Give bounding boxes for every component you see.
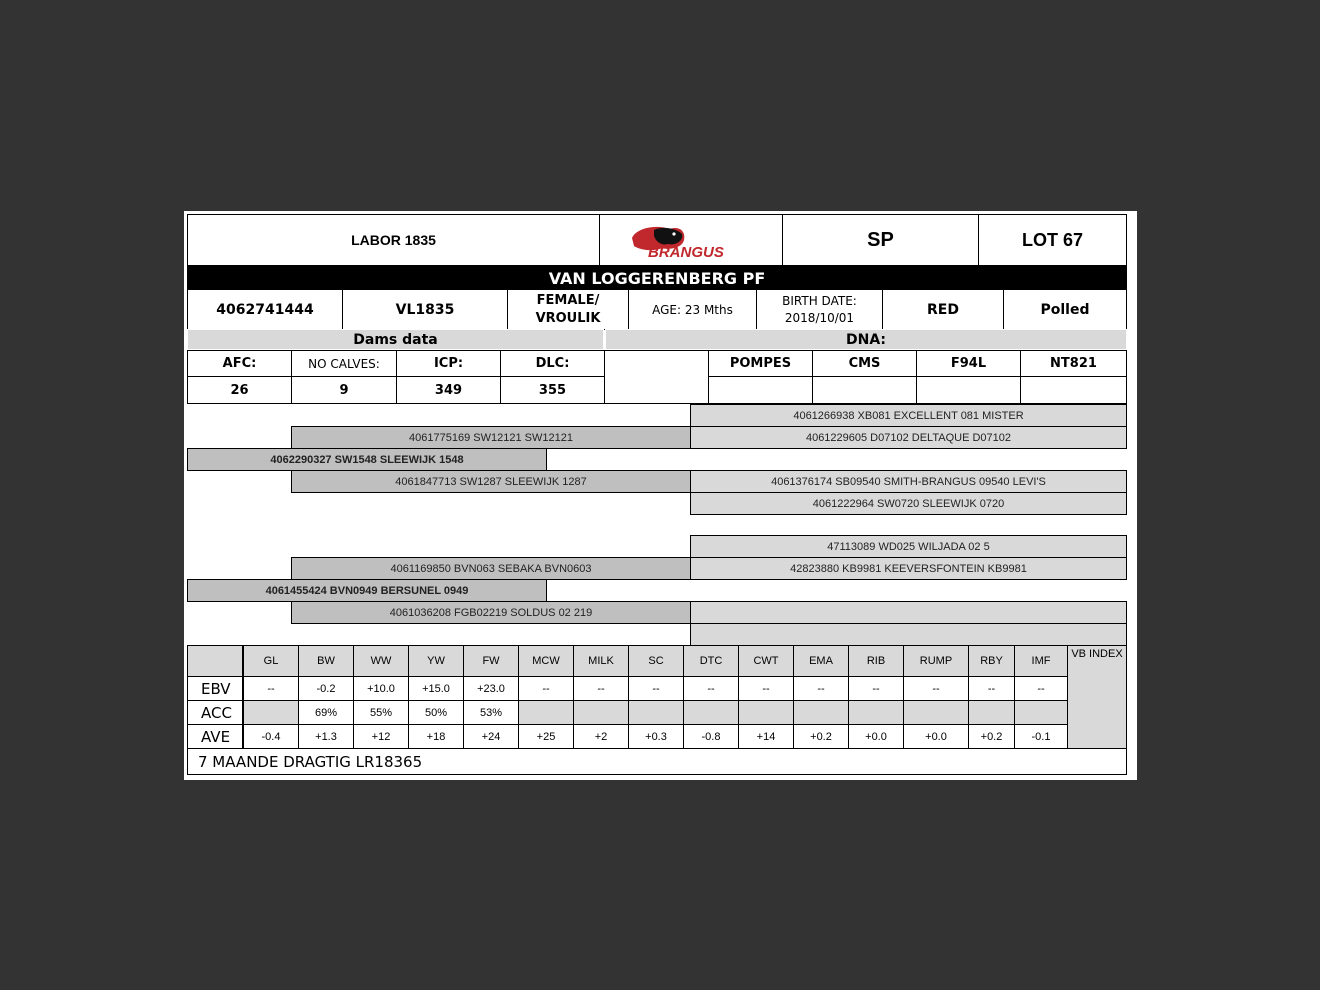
f94l-label: F94L xyxy=(950,356,987,371)
ebv-cell-ave-gl: -0.4 xyxy=(243,724,299,749)
pedigree-sd-dam xyxy=(690,492,1127,515)
ebv-cell-ave-mcw: +25 xyxy=(518,724,574,749)
birth-date-cell xyxy=(756,289,883,330)
dna-title xyxy=(605,329,1127,350)
dam-sire-text: 4061169850 BVN063 SEBAKA BVN0603 xyxy=(390,562,592,575)
ebv-cell-ave-rump: +0.0 xyxy=(903,724,969,749)
sire-text: 4062290327 SW1548 SLEEWIJK 1548 xyxy=(270,453,464,466)
ebv-cell-ebv-yw: +15.0 xyxy=(408,676,464,701)
dams-title-label: Dams data xyxy=(353,331,438,348)
animal-age xyxy=(628,289,757,330)
ebv-cell-ebv-milk: -- xyxy=(573,676,629,701)
breeder-bar xyxy=(187,266,1127,290)
ebv-corner-cell xyxy=(187,645,243,677)
animal-age-value: AGE: 23 Mths xyxy=(652,302,733,317)
ebv-row-label-ebv: EBV xyxy=(187,676,243,701)
icp-value: 349 xyxy=(434,382,463,398)
ebv-cell-acc-dtc xyxy=(683,700,739,725)
pedigree-ss-dam xyxy=(690,426,1127,449)
dna-header-cms xyxy=(812,350,917,377)
animal-sex-value: FEMALE/ VROULIK xyxy=(535,292,601,326)
ebv-header-cwt: CWT xyxy=(738,645,794,677)
comment-cell xyxy=(187,748,1127,775)
dam-text: 4061455424 BVN0949 BERSUNEL 0949 xyxy=(265,584,469,597)
afc-value: 26 xyxy=(230,382,249,398)
animal-color-value: RED xyxy=(927,301,959,318)
ebv-header-rby: RBY xyxy=(968,645,1015,677)
ebv-cell-acc-imf xyxy=(1014,700,1068,725)
dna-value-cms xyxy=(812,376,917,404)
birth-date-value: 2018/10/01 xyxy=(784,310,855,325)
dams-header-afc xyxy=(187,350,292,377)
ebv-header-yw: YW xyxy=(408,645,464,677)
ebv-cell-acc-gl xyxy=(243,700,299,725)
pedigree-ds-sire xyxy=(690,535,1127,558)
labor-label: LABOR 1835 xyxy=(351,232,436,248)
sp-cell xyxy=(782,214,979,266)
ebv-cell-acc-rib xyxy=(848,700,904,725)
dna-header-f94l xyxy=(916,350,1021,377)
ebv-header-rib: RIB xyxy=(848,645,904,677)
ebv-header-imf: IMF xyxy=(1014,645,1068,677)
lot-card xyxy=(184,211,1137,780)
pedigree-dd-dam xyxy=(690,623,1127,646)
animal-sex xyxy=(507,289,629,330)
dams-header-calves xyxy=(291,350,397,377)
animal-id-value: 4062741444 xyxy=(216,301,314,318)
logo-text: BRANGUS xyxy=(648,244,724,260)
ebv-cell-acc-sc xyxy=(628,700,684,725)
sire-sire-text: 4061775169 SW12121 SW12121 xyxy=(409,431,573,444)
ebv-cell-ebv-mcw: -- xyxy=(518,676,574,701)
ebv-cell-acc-ww: 55% xyxy=(353,700,409,725)
animal-horn xyxy=(1003,289,1127,330)
ebv-cell-ave-milk: +2 xyxy=(573,724,629,749)
ebv-header-rump: RUMP xyxy=(903,645,969,677)
ebv-cell-ave-dtc: -0.8 xyxy=(683,724,739,749)
ebv-cell-ebv-gl: -- xyxy=(243,676,299,701)
pedigree-dam-sire xyxy=(291,557,691,580)
nt821-label: NT821 xyxy=(1050,356,1097,371)
bull-logo-icon xyxy=(626,220,756,260)
animal-tag-value: VL1835 xyxy=(395,301,455,318)
dna-value-f94l xyxy=(916,376,1021,404)
pedigree-dam xyxy=(187,579,547,602)
ebv-header-sc: SC xyxy=(628,645,684,677)
pedigree-dam-dam xyxy=(291,601,691,624)
ebv-header-milk: MILK xyxy=(573,645,629,677)
ebv-cell-ave-ema: +0.2 xyxy=(793,724,849,749)
lot-cell xyxy=(978,214,1127,266)
dlc-label: DLC: xyxy=(535,356,570,371)
dna-header-pompes xyxy=(708,350,813,377)
ebv-cell-ebv-ww: +10.0 xyxy=(353,676,409,701)
ebv-cell-ave-fw: +24 xyxy=(463,724,519,749)
ebv-cell-acc-rby xyxy=(968,700,1015,725)
animal-color xyxy=(882,289,1004,330)
dna-value-pompes xyxy=(708,376,813,404)
ebv-cell-ebv-ema: -- xyxy=(793,676,849,701)
sd-sire-text: 4061376174 SB09540 SMITH-BRANGUS 09540 LEVI'S xyxy=(771,475,1046,488)
ds-sire-text: 47113089 WD025 WILJADA 02 5 xyxy=(827,540,990,553)
breeder-name: VAN LOGGERENBERG PF xyxy=(548,268,766,288)
pompes-label: POMPES xyxy=(729,356,792,371)
calves-value: 9 xyxy=(339,382,349,398)
dams-value-calves xyxy=(291,376,397,404)
ebv-cell-ebv-sc: -- xyxy=(628,676,684,701)
animal-id xyxy=(187,289,343,330)
ebv-cell-ebv-fw: +23.0 xyxy=(463,676,519,701)
ebv-cell-ave-ww: +12 xyxy=(353,724,409,749)
dams-title xyxy=(187,329,604,350)
ebv-cell-ave-imf: -0.1 xyxy=(1014,724,1068,749)
labor-cell xyxy=(187,214,600,266)
ebv-header-mcw: MCW xyxy=(518,645,574,677)
ebv-cell-acc-bw: 69% xyxy=(298,700,354,725)
pedigree-sire-sire xyxy=(291,426,691,449)
dams-header-dlc xyxy=(500,350,605,377)
dams-value-dlc xyxy=(500,376,605,404)
dam-dam-text: 4061036208 FGB02219 SOLDUS 02 219 xyxy=(389,606,593,619)
ebv-cell-ebv-rump: -- xyxy=(903,676,969,701)
ebv-cell-ave-sc: +0.3 xyxy=(628,724,684,749)
ebv-cell-ave-bw: +1.3 xyxy=(298,724,354,749)
ebv-cell-acc-ema xyxy=(793,700,849,725)
ebv-header-ww: WW xyxy=(353,645,409,677)
ebv-cell-acc-rump xyxy=(903,700,969,725)
pedigree-sire-dam xyxy=(291,470,691,493)
dna-blank-cell xyxy=(604,350,709,404)
animal-tag xyxy=(342,289,508,330)
ebv-cell-ebv-rby: -- xyxy=(968,676,1015,701)
ebv-cell-ebv-imf: -- xyxy=(1014,676,1068,701)
dna-value-nt821 xyxy=(1020,376,1127,404)
ebv-cell-ave-yw: +18 xyxy=(408,724,464,749)
sp-label: SP xyxy=(867,228,894,251)
pedigree-sd-sire xyxy=(690,470,1127,493)
sire-dam-text: 4061847713 SW1287 SLEEWIJK 1287 xyxy=(395,475,587,488)
brangus-logo xyxy=(599,214,783,266)
calves-label: NO CALVES: xyxy=(308,356,380,371)
ebv-cell-ebv-bw: -0.2 xyxy=(298,676,354,701)
cms-label: CMS xyxy=(848,356,881,371)
ebv-cell-ave-rib: +0.0 xyxy=(848,724,904,749)
ebv-cell-ave-rby: +0.2 xyxy=(968,724,1015,749)
pedigree-ds-dam xyxy=(690,557,1127,580)
ebv-cell-acc-milk xyxy=(573,700,629,725)
pedigree-sire xyxy=(187,448,547,471)
pedigree-ss-sire xyxy=(690,404,1127,427)
ss-sire-text: 4061266938 XB081 EXCELLENT 081 MISTER xyxy=(793,409,1024,422)
animal-horn-value: Polled xyxy=(1040,301,1090,318)
ds-dam-text: 42823880 KB9981 KEEVERSFONTEIN KB9981 xyxy=(790,562,1027,575)
birth-date-label: BIRTH DATE: xyxy=(782,293,857,308)
ebv-row-label-ave: AVE xyxy=(187,724,243,749)
dna-header-nt821 xyxy=(1020,350,1127,377)
ebv-header-gl: GL xyxy=(243,645,299,677)
ebv-cell-ebv-rib: -- xyxy=(848,676,904,701)
pedigree-dd-sire xyxy=(690,601,1127,624)
ebv-cell-acc-cwt xyxy=(738,700,794,725)
dams-header-icp xyxy=(396,350,501,377)
vb-index-label: VB INDEX xyxy=(1071,648,1123,660)
ebv-cell-ave-cwt: +14 xyxy=(738,724,794,749)
lot-number: LOT 67 xyxy=(1021,229,1083,250)
ebv-cell-ebv-cwt: -- xyxy=(738,676,794,701)
ebv-header-ema: EMA xyxy=(793,645,849,677)
ebv-header-dtc: DTC xyxy=(683,645,739,677)
dams-value-afc xyxy=(187,376,292,404)
ebv-header-bw: BW xyxy=(298,645,354,677)
ebv-cell-acc-yw: 50% xyxy=(408,700,464,725)
dlc-value: 355 xyxy=(538,382,567,398)
ss-dam-text: 4061229605 D07102 DELTAQUE D07102 xyxy=(805,431,1012,444)
dna-title-label: DNA: xyxy=(845,331,887,348)
ebv-header-fw: FW xyxy=(463,645,519,677)
ebv-cell-ebv-dtc: -- xyxy=(683,676,739,701)
comment-text: 7 MAANDE DRAGTIG LR18365 xyxy=(198,752,423,771)
sd-dam-text: 4061222964 SW0720 SLEEWIJK 0720 xyxy=(812,497,1005,510)
icp-label: ICP: xyxy=(433,356,464,371)
ebv-row-label-acc: ACC xyxy=(187,700,243,725)
ebv-cell-acc-mcw xyxy=(518,700,574,725)
dams-value-icp xyxy=(396,376,501,404)
vb-index-cell xyxy=(1067,645,1127,749)
afc-label: AFC: xyxy=(222,356,257,371)
ebv-cell-acc-fw: 53% xyxy=(463,700,519,725)
